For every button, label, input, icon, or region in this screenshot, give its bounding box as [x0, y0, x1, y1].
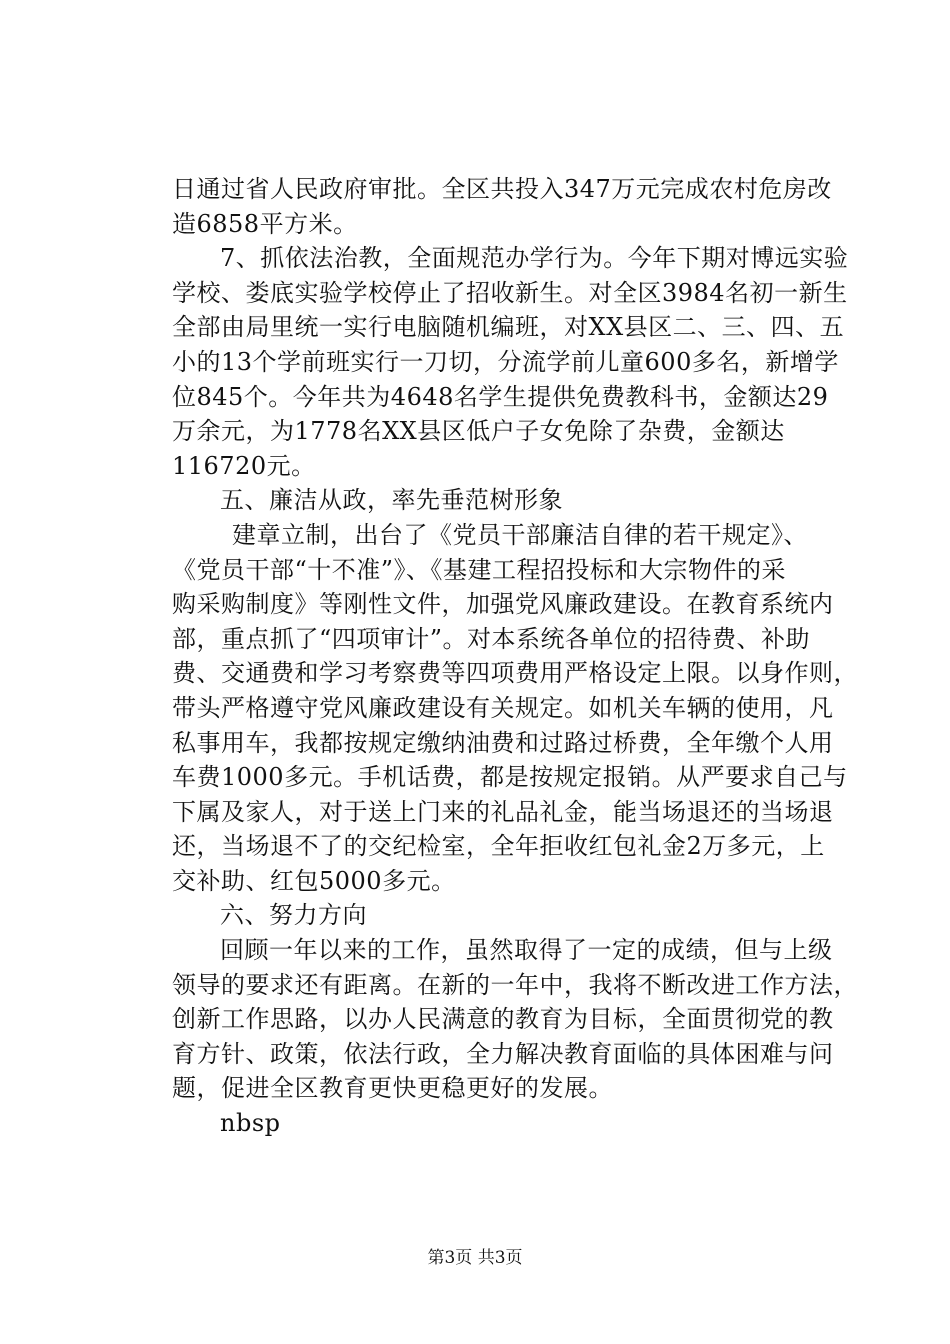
text-line: 日通过省人民政府审批。全区共投入347万元完成农村危房改 [172, 175, 832, 203]
text-line: 部，重点抓了“四项审计”。对本系统各单位的招待费、补助 [172, 624, 811, 653]
text-line: 回顾一年以来的工作，虽然取得了一定的成绩，但与上级 [220, 936, 833, 965]
text-line: 下属及家人，对于送上门来的礼品礼金，能当场退还的当场退 [172, 797, 834, 826]
text-line: 私事用车，我都按规定缴纳油费和过路过桥费，全年缴个人用 [172, 728, 834, 757]
text-line: 全部由局里统一实行电脑随机编班，对XX县区二、三、四、五 [172, 313, 845, 342]
text-line: 领导的要求还有距离。在新的一年中，我将不断改进工作方法， [172, 970, 858, 999]
text-line: nbsp [220, 1109, 281, 1138]
text-line: 费、交通费和学习考察费等四项费用严格设定上限。以身作则， [172, 659, 858, 688]
text-line: 造6858平方米。 [172, 209, 358, 238]
text-line: 育方针、政策，依法行政，全力解决教育面临的具体困难与问 [172, 1039, 834, 1068]
text-line: 位845个。今年共为4648名学生提供免费教科书，金额达29 [172, 382, 829, 411]
text-line: 五、廉洁从政，率先垂范树形象 [220, 486, 563, 515]
text-line: 建章立制，出台了《党员干部廉洁自律的若干规定》、 [232, 520, 808, 549]
document-body [172, 172, 858, 1141]
text-line: 题，促进全区教育更快更稳更好的发展。 [172, 1074, 613, 1103]
text-line: 还，当场退不了的交纪检室，全年拒收红包礼金2万多元，上 [172, 832, 825, 861]
text-line: 创新工作思路，以办人民满意的教育为目标，全面贯彻党的教 [172, 1005, 834, 1034]
text-line: 万余元，为1778名XX县区低户子女免除了杂费，金额达 [172, 417, 785, 446]
text-line: 带头严格遵守党风廉政建设有关规定。如机关车辆的使用，凡 [172, 693, 834, 722]
text-line: 购采购制度》等刚性文件，加强党风廉政建设。在教育系统内 [172, 590, 834, 619]
text-line: 7、抓依法治教，全面规范办学行为。今年下期对博远实验 [220, 244, 849, 273]
page-footer: 第3页 共3页 [427, 1248, 523, 1268]
text-line: 六、努力方向 [220, 901, 367, 930]
text-line: 车费1000多元。手机话费，都是按规定报销。从严要求自己与 [172, 763, 848, 792]
text-line: 116720元。 [172, 451, 316, 480]
text-line: 小的13个学前班实行一刀切，分流学前儿童600多名，新增学 [172, 347, 839, 376]
text-line: 交补助、红包5000多元。 [172, 866, 456, 895]
text-line: 《党员干部“十不准”》、《基建工程招投标和大宗物件的采 [172, 555, 787, 584]
text-line: 学校、娄底实验学校停止了招收新生。对全区3984名初一新生 [172, 278, 848, 307]
